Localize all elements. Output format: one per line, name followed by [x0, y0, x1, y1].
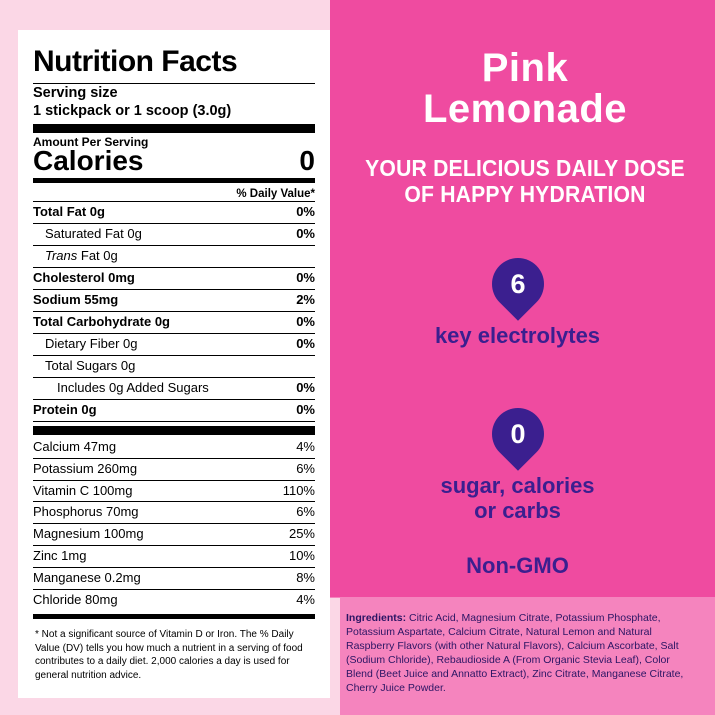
micronutrient-daily-value: 110%	[282, 482, 315, 498]
nutrient-name: Cholesterol 0mg	[33, 270, 135, 286]
ingredients-heading: Ingredients:	[346, 612, 407, 624]
micronutrient-rows	[33, 437, 315, 612]
ingredients-list	[346, 612, 698, 696]
nutrient-daily-value: 0%	[296, 401, 315, 417]
divider-thick	[33, 124, 315, 133]
micronutrient-row	[33, 437, 315, 458]
micronutrient-row	[33, 502, 315, 523]
nutrient-name: Protein 0g	[33, 401, 97, 417]
calories-value: 0	[299, 145, 315, 177]
micronutrient-name: Magnesium 100mg	[33, 526, 144, 542]
nutrient-row	[33, 334, 315, 355]
nutrient-row	[33, 290, 315, 311]
nutrient-name: Dietary Fiber 0g	[45, 335, 138, 351]
nutrition-facts-title: Nutrition Facts	[33, 45, 238, 78]
brand-line-1: Pink	[481, 46, 569, 90]
highlight-label-electrolytes: key electrolytes	[434, 323, 601, 348]
nutrient-rows	[33, 202, 315, 421]
nutrition-footnote: * Not a significant source of Vitamin D or Iron. The % Daily Value (DV) tells you how much a nutrient in a serving of food contributes to a daily diet. 2,000 calories a day is used for general nutrition advice.	[35, 629, 303, 681]
nutrient-daily-value: 0%	[296, 379, 315, 395]
water-drop-icon	[481, 247, 555, 321]
nutrient-name: Includes 0g Added Sugars	[57, 379, 209, 395]
calories-row	[33, 147, 315, 175]
nutrient-row	[33, 202, 315, 223]
nutrient-row	[33, 400, 315, 421]
micronutrient-name: Phosphorus 70mg	[33, 504, 139, 520]
highlight-label-zero-line2: or carbs	[474, 498, 561, 524]
nutrient-row	[33, 378, 315, 399]
micronutrient-name: Calcium 47mg	[33, 438, 117, 454]
serving-size-label: Serving size	[33, 85, 118, 101]
nutrient-daily-value: 2%	[296, 292, 315, 307]
nutrient-name: Sodium 55mg	[33, 292, 119, 307]
nutrient-daily-value: 0%	[296, 226, 315, 242]
micronutrient-row	[33, 459, 315, 480]
amount-per-serving-label: Amount Per Serving	[33, 135, 149, 150]
nutrition-facts-panel	[18, 30, 330, 698]
highlight-label-zero-line1: sugar, calories	[440, 473, 595, 498]
micronutrient-daily-value: 25%	[288, 526, 315, 542]
nutrient-daily-value: 0%	[296, 335, 315, 351]
highlight-electrolytes	[345, 258, 690, 348]
divider-medium	[33, 178, 315, 183]
non-gmo-badge: Non-GMO	[466, 553, 569, 578]
micronutrient-row	[33, 524, 315, 545]
highlight-zero-sugar	[345, 408, 690, 524]
nutrient-row	[33, 224, 315, 245]
ingredients-text: Citric Acid, Magnesium Citrate, Potassium Phosphate, Potassium Aspartate, Calcium Citrate, Natural Lemon and Natural Raspberry Flavors (with other Natural Flavors), Calcium Ascorbate, Salt (Sodium Chloride), Rebaudioside A (From Organic Stevia Leaf), Color Blend (Beet Juice and Annatto Extract), Zinc Citrate, Manganese Citrate, Cherry Juice Powder.	[346, 612, 684, 694]
micronutrient-name: Zinc 1mg	[33, 548, 87, 564]
micronutrient-name: Potassium 260mg	[33, 460, 138, 476]
micronutrient-name: Manganese 0.2mg	[33, 570, 141, 586]
nutrient-name-italic: Trans	[45, 248, 78, 264]
micronutrient-daily-value: 8%	[296, 570, 315, 586]
nutrient-daily-value: 0%	[296, 204, 315, 220]
micronutrient-daily-value: 6%	[296, 460, 315, 476]
nutrient-name: Total Sugars 0g	[45, 357, 136, 373]
nutrient-name: Trans Fat 0g	[45, 248, 118, 264]
micronutrient-name: Vitamin C 100mg	[33, 482, 133, 498]
micronutrient-daily-value: 4%	[296, 438, 315, 454]
nutrient-daily-value: 0%	[296, 313, 315, 329]
micronutrient-daily-value: 10%	[288, 548, 315, 564]
product-brand-name	[355, 48, 695, 130]
nutrient-name: Saturated Fat 0g	[45, 226, 142, 242]
nutrient-row	[33, 268, 315, 289]
micronutrient-daily-value: 6%	[296, 504, 315, 520]
brand-line-2: Lemonade	[422, 86, 628, 131]
micronutrient-daily-value: 4%	[296, 592, 315, 608]
micronutrient-row	[33, 481, 315, 502]
nutrient-daily-value: 0%	[296, 270, 315, 286]
nutrient-row	[33, 312, 315, 333]
micronutrient-name: Chloride 80mg	[33, 592, 118, 608]
serving-size-value: 1 stickpack or 1 scoop (3.0g)	[33, 103, 232, 120]
nutrient-name: Total Fat 0g	[33, 204, 105, 220]
tagline-line-1: YOUR DELICIOUS DAILY DOSE	[365, 155, 685, 181]
nutrient-row	[33, 246, 315, 267]
divider	[33, 421, 315, 422]
tagline-line-2: OF HAPPY HYDRATION	[404, 181, 646, 208]
micronutrient-row	[33, 568, 315, 589]
nutrient-name: Total Carbohydrate 0g	[33, 313, 171, 329]
micronutrient-row	[33, 546, 315, 567]
micronutrient-row	[33, 590, 315, 611]
water-drop-icon	[481, 397, 555, 471]
product-tagline	[359, 155, 690, 208]
divider-thick	[33, 426, 315, 435]
daily-value-header: % Daily Value*	[236, 188, 315, 201]
highlight-number-electrolytes: 6	[509, 268, 526, 299]
divider-medium	[33, 614, 315, 619]
calories-label: Calories	[33, 145, 144, 177]
nutrient-row	[33, 356, 315, 377]
highlight-number-zero: 0	[509, 418, 526, 449]
